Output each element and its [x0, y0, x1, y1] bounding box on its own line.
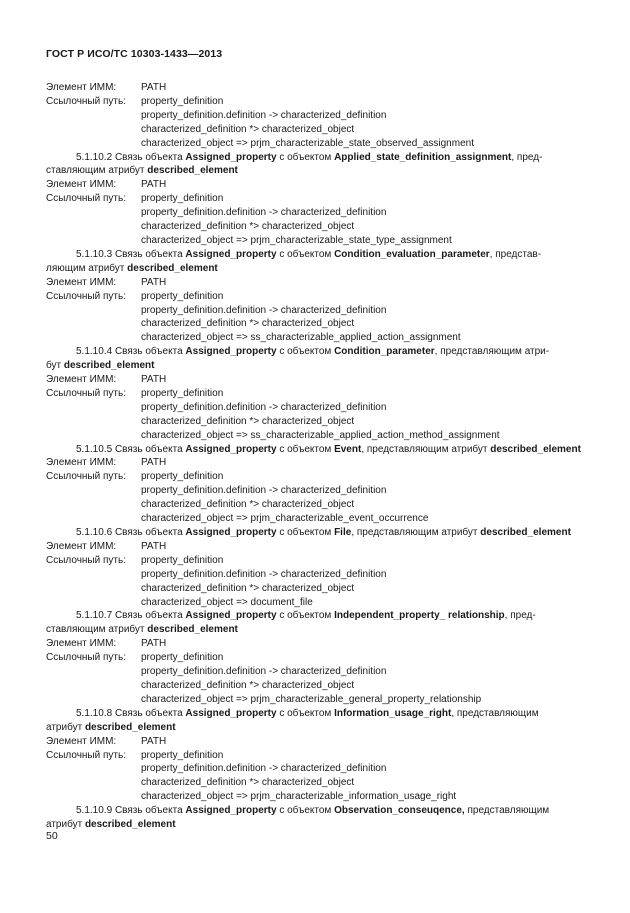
arm-element-label: Элемент ИММ:	[46, 374, 117, 386]
reference-path-line: characterized_object => prjm_characterizable_event_occurrence	[141, 513, 429, 525]
reference-path-line: characterized_object => ss_characterizable_applied_action_method_assignment	[141, 429, 500, 441]
mapping-block	[46, 443, 586, 526]
arm-element-label: Элемент ИММ:	[46, 179, 117, 191]
reference-path-line: characterized_definition *> characterized_object	[141, 221, 355, 233]
reference-path-row	[46, 749, 586, 763]
arm-element-value: PATH	[141, 735, 167, 747]
reference-path-line: characterized_object => prjm_characterizable_state_observed_assignment	[141, 137, 474, 149]
reference-path-label: Ссылочный путь:	[46, 749, 126, 761]
reference-path-line: characterized_definition *> characterized_object	[141, 123, 355, 135]
entity-name: Assigned_property	[185, 707, 277, 719]
heading-text: Связь объекта	[114, 443, 183, 455]
arm-element-label: Элемент ИММ:	[46, 638, 117, 650]
section-heading	[46, 151, 586, 179]
arm-element-label: Элемент ИММ:	[46, 540, 117, 552]
heading-text: , представляющим	[451, 707, 539, 719]
reference-path-line: characterized_definition *> characterized_object	[141, 582, 355, 594]
heading-text: Связь объекта	[114, 610, 183, 622]
reference-path-line: property_definition	[141, 554, 224, 566]
heading-text: атрибут	[46, 819, 83, 831]
arm-element-value: PATH	[141, 457, 167, 469]
reference-path-line: property_definition.definition -> characterized_definition	[141, 666, 387, 678]
heading-text: ляющим атрибут	[46, 262, 125, 274]
heading-text: Связь объекта	[114, 151, 183, 163]
heading-text: Связь объекта	[114, 707, 183, 719]
mapping-block	[46, 81, 586, 151]
section-heading-line	[46, 151, 586, 165]
attribute-name: described_element	[480, 527, 571, 538]
reference-path-line: property_definition.definition -> characterized_definition	[141, 207, 387, 219]
section-number: 5.1.10.6	[76, 527, 113, 538]
heading-text: ставляющим атрибут	[46, 624, 145, 636]
attribute-name: described_element	[84, 721, 176, 733]
reference-path-line: property_definition.definition -> characterized_definition	[141, 763, 387, 775]
arm-element-value: PATH	[141, 82, 167, 93]
section-heading-line	[46, 262, 586, 276]
reference-path-line: property_definition	[141, 749, 224, 761]
section-heading	[46, 443, 586, 457]
reference-path-line: characterized_definition *> characterized_object	[141, 679, 355, 691]
page-number: 50	[46, 830, 58, 842]
reference-path-row	[46, 95, 586, 109]
reference-path-line: property_definition.definition -> characterized_definition	[141, 109, 387, 121]
section-heading-line	[46, 526, 586, 540]
section-heading	[46, 804, 586, 832]
reference-path-row	[46, 387, 586, 401]
arm-element-row	[46, 276, 586, 290]
arm-element-row	[46, 178, 586, 192]
section-heading-line	[46, 623, 586, 637]
arm-element-value: PATH	[141, 179, 167, 191]
mapping-block	[46, 345, 586, 442]
reference-path-line: characterized_object => prjm_characterizable_general_property_relationship	[141, 693, 482, 705]
mapping-block	[46, 707, 586, 804]
document-header: ГОСТ Р ИСО/ТС 10303-1433—2013	[46, 48, 223, 60]
mapping-block	[46, 151, 586, 248]
section-heading	[46, 248, 586, 276]
target-entity-name: Condition_parameter	[334, 346, 435, 358]
heading-text: с объектом	[279, 151, 332, 163]
reference-path-line: property_definition	[141, 652, 224, 664]
reference-path-row	[46, 470, 586, 484]
mapping-block	[46, 609, 586, 706]
section-number: 5.1.10.2	[76, 151, 113, 163]
target-entity-name: Condition_evaluation_parameter	[334, 248, 490, 260]
heading-text: с объектом	[279, 443, 332, 455]
section-heading-line	[46, 443, 586, 457]
attribute-name: described_element	[84, 819, 176, 831]
reference-path-row	[46, 192, 586, 206]
section-number: 5.1.10.7	[76, 610, 113, 622]
entity-name: Assigned_property	[185, 248, 277, 260]
section-number: 5.1.10.9	[76, 805, 113, 817]
attribute-name: described_element	[127, 262, 218, 274]
section-heading-line	[46, 707, 586, 721]
section-number: 5.1.10.8	[76, 707, 113, 719]
target-entity-name: Event	[334, 443, 362, 455]
entity-name: Assigned_property	[185, 443, 277, 455]
arm-element-value: PATH	[141, 374, 167, 386]
entity-name: Assigned_property	[185, 527, 277, 538]
heading-text: Связь объекта	[114, 527, 183, 538]
heading-text: с объектом	[279, 610, 332, 622]
arm-element-value: PATH	[141, 638, 167, 650]
reference-path-line: property_definition	[141, 95, 224, 107]
target-entity-name: Observation_conseuqence,	[334, 805, 465, 817]
reference-path-line: property_definition	[141, 193, 224, 205]
entity-name: Assigned_property	[185, 805, 277, 817]
reference-path-row	[46, 554, 586, 568]
arm-element-row	[46, 81, 586, 95]
reference-path-line: property_definition	[141, 387, 224, 399]
arm-element-row	[46, 456, 586, 470]
reference-path-label: Ссылочный путь:	[46, 471, 126, 483]
mapping-block	[46, 804, 586, 832]
reference-path-line: characterized_definition *> characterized_object	[141, 777, 355, 789]
heading-text: атрибут	[46, 721, 83, 733]
section-heading	[46, 707, 586, 735]
reference-path-line: property_definition	[141, 290, 224, 302]
section-number: 5.1.10.5	[76, 443, 113, 455]
heading-text: ставляющим атрибут	[46, 165, 145, 177]
reference-path-line: property_definition.definition -> characterized_definition	[141, 401, 387, 413]
reference-path-label: Ссылочный путь:	[46, 652, 126, 664]
section-heading-line	[46, 804, 586, 818]
entity-name: Assigned_property	[185, 346, 277, 358]
reference-path-line: characterized_definition *> characterized_object	[141, 415, 355, 427]
reference-path-label: Ссылочный путь:	[46, 290, 126, 302]
reference-path-label: Ссылочный путь:	[46, 95, 126, 107]
reference-path-line: characterized_object => prjm_characterizable_state_type_assignment	[141, 234, 452, 246]
document-body	[46, 81, 586, 832]
reference-path-row	[46, 290, 586, 304]
reference-path-line: characterized_object => ss_characterizable_applied_action_assignment	[141, 332, 461, 344]
arm-element-row	[46, 373, 586, 387]
reference-path-label: Ссылочный путь:	[46, 193, 126, 205]
reference-path-line: characterized_object => document_file	[141, 596, 313, 608]
reference-path-label: Ссылочный путь:	[46, 387, 126, 399]
heading-text: , представляющим атрибут	[361, 443, 488, 455]
arm-element-label: Элемент ИММ:	[46, 457, 117, 469]
section-heading-line	[46, 359, 586, 373]
heading-text: , представляющим атрибут	[351, 527, 478, 538]
reference-path-row	[46, 651, 586, 665]
section-heading	[46, 345, 586, 373]
heading-text: Связь объекта	[114, 346, 183, 358]
reference-path-line: property_definition.definition -> characterized_definition	[141, 568, 387, 580]
heading-text: с объектом	[279, 805, 332, 817]
mapping-block	[46, 526, 586, 609]
target-entity-name: Information_usage_right	[334, 707, 452, 719]
attribute-name: described_element	[147, 165, 238, 177]
attribute-name: described_element	[63, 360, 155, 372]
arm-element-row	[46, 637, 586, 651]
section-heading	[46, 526, 586, 540]
heading-text: бут	[46, 360, 62, 372]
attribute-name: described_element	[490, 443, 581, 455]
arm-element-value: PATH	[141, 276, 167, 288]
target-entity-name: Independent_property_ relationship	[334, 610, 505, 622]
section-number: 5.1.10.4	[76, 346, 113, 358]
section-heading-line	[46, 345, 586, 359]
section-heading-line	[46, 818, 586, 832]
reference-path-line: characterized_object => prjm_characterizable_information_usage_right	[141, 791, 457, 803]
section-heading-line	[46, 164, 586, 178]
heading-text: с объектом	[279, 527, 332, 538]
reference-path-line: property_definition	[141, 471, 224, 483]
heading-text: с объектом	[279, 346, 332, 358]
entity-name: Assigned_property	[185, 151, 277, 163]
section-heading-line	[46, 721, 586, 735]
arm-element-label: Элемент ИММ:	[46, 276, 117, 288]
heading-text: представляющим	[464, 805, 550, 817]
target-entity-name: File	[334, 527, 352, 538]
mapping-block	[46, 248, 586, 345]
reference-path-label: Ссылочный путь:	[46, 554, 126, 566]
arm-element-value: PATH	[141, 540, 167, 552]
heading-text: , представ-	[489, 248, 542, 260]
attribute-name: described_element	[147, 624, 238, 636]
section-heading-line	[46, 248, 586, 262]
heading-text: с объектом	[279, 248, 332, 260]
section-heading-line	[46, 609, 586, 623]
heading-text: , представляющим атри-	[434, 346, 550, 358]
reference-path-line: characterized_definition *> characterized_object	[141, 499, 355, 511]
heading-text: , пред-	[511, 151, 543, 163]
reference-path-line: characterized_definition *> characterized_object	[141, 318, 355, 330]
heading-text: с объектом	[279, 707, 332, 719]
arm-element-row	[46, 735, 586, 749]
arm-element-label: Элемент ИММ:	[46, 82, 117, 93]
reference-path-line: property_definition.definition -> characterized_definition	[141, 304, 387, 316]
heading-text: Связь объекта	[114, 248, 183, 260]
heading-text: , пред-	[504, 610, 536, 622]
heading-text: Связь объекта	[114, 805, 183, 817]
target-entity-name: Applied_state_definition_assignment	[334, 151, 512, 163]
arm-element-row	[46, 540, 586, 554]
arm-element-label: Элемент ИММ:	[46, 735, 117, 747]
section-heading	[46, 609, 586, 637]
reference-path-line: property_definition.definition -> characterized_definition	[141, 485, 387, 497]
section-number: 5.1.10.3	[76, 248, 113, 260]
entity-name: Assigned_property	[185, 610, 277, 622]
